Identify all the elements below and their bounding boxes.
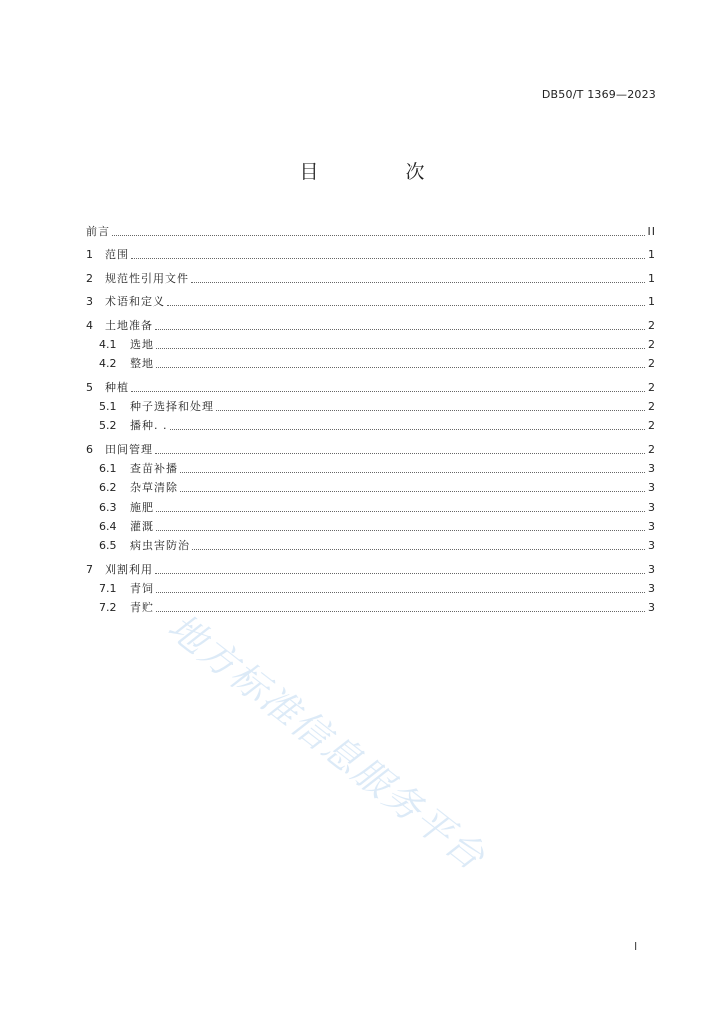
page-title: 目 次: [299, 161, 459, 183]
toc-entry-title: 杂草清除: [130, 481, 178, 495]
toc-entry-page: 3: [648, 519, 656, 533]
toc-entry[interactable]: [86, 596, 656, 615]
toc-entry-title: 病虫害防治: [130, 539, 190, 553]
toc-entry-page: 2: [648, 380, 656, 394]
toc-entry[interactable]: [86, 352, 656, 371]
toc-entry-page: 2: [648, 357, 656, 371]
dot-leader: [180, 471, 645, 473]
dot-leader: [156, 366, 645, 368]
toc-entry-title: 土地准备: [105, 318, 153, 332]
dot-leader: [156, 529, 645, 531]
toc-entry-number: 6.3: [99, 500, 117, 514]
toc-entry-title: 播种. .: [130, 419, 168, 433]
dot-leader: [155, 572, 645, 574]
toc-entry-number: 4: [86, 318, 93, 332]
toc-entry[interactable]: [86, 476, 656, 495]
toc-entry-number: 2: [86, 271, 93, 285]
toc-entry-page: 3: [648, 539, 656, 553]
toc-entry-number: 3: [86, 295, 93, 308]
dot-leader: [131, 390, 645, 392]
toc-entry-title: 查苗补播: [130, 461, 178, 475]
toc-entry[interactable]: [86, 286, 656, 310]
toc-entry-page: 1: [648, 248, 656, 261]
toc-entry-page: II: [647, 224, 656, 238]
toc-entry[interactable]: [86, 371, 656, 395]
toc-entry-page: 1: [648, 295, 656, 308]
toc-entry[interactable]: [86, 215, 656, 239]
toc-entry-page: 3: [648, 581, 656, 595]
toc-entry[interactable]: [86, 495, 656, 514]
standard-code: DB50/T 1369—2023: [541, 88, 656, 101]
dot-leader: [155, 328, 645, 330]
toc-entry-number: 6: [86, 442, 93, 456]
toc-entry[interactable]: [86, 309, 656, 333]
toc-entry[interactable]: [86, 577, 656, 596]
dot-leader: [112, 234, 645, 236]
toc-entry[interactable]: [86, 239, 656, 263]
toc-entry-title: 种植: [105, 380, 129, 394]
toc-entry-number: 4.2: [99, 357, 117, 371]
toc-entry-title: 整地: [130, 357, 154, 371]
toc-entry-title: 田间管理: [105, 442, 153, 456]
toc-entry-title: 青贮: [130, 601, 154, 615]
toc-entry-page: 2: [648, 337, 656, 351]
toc-entry-title: 术语和定义: [105, 295, 165, 308]
toc-entry-page: 2: [648, 318, 656, 332]
toc-entry[interactable]: [86, 457, 656, 476]
toc-entry-title: 灌溉: [130, 519, 154, 533]
table-of-contents: [86, 215, 656, 615]
toc-entry-page: 2: [648, 442, 656, 456]
toc-entry-number: 5.2: [99, 419, 117, 433]
toc-entry-number: 6.2: [99, 481, 117, 495]
toc-entry-page: 2: [648, 399, 656, 413]
toc-entry-number: 7.2: [99, 601, 117, 615]
dot-leader: [156, 610, 645, 612]
toc-entry-number: 5: [86, 380, 93, 394]
toc-entry-page: 2: [648, 419, 656, 433]
dot-leader: [216, 409, 645, 411]
dot-leader: [131, 257, 645, 259]
toc-entry-number: 6.5: [99, 539, 117, 553]
toc-entry-title: 青饲: [130, 581, 154, 595]
toc-entry-page: 3: [648, 500, 656, 514]
toc-entry-page: 3: [648, 562, 656, 576]
toc-entry[interactable]: [86, 534, 656, 553]
watermark: 地方标准信息服务平台: [159, 605, 494, 880]
toc-entry[interactable]: [86, 395, 656, 414]
dot-leader: [170, 428, 646, 430]
toc-entry[interactable]: [86, 515, 656, 534]
toc-entry-number: 6.1: [99, 461, 117, 475]
toc-entry[interactable]: [86, 262, 656, 286]
toc-entry-title: 前言: [86, 224, 110, 238]
dot-leader: [192, 548, 645, 550]
toc-entry-page: 3: [648, 461, 656, 475]
dot-leader: [156, 510, 645, 512]
toc-entry-number: 6.4: [99, 519, 117, 533]
toc-entry[interactable]: [86, 433, 656, 457]
toc-entry-title: 施肥: [130, 500, 154, 514]
toc-entry[interactable]: [86, 333, 656, 352]
toc-entry-page: 1: [648, 271, 656, 285]
toc-entry-title: 选地: [130, 337, 154, 351]
toc-entry-title: 种子选择和处理: [130, 399, 214, 413]
toc-entry[interactable]: [86, 553, 656, 577]
dot-leader: [155, 452, 645, 454]
toc-entry-title: 刈割利用: [105, 562, 153, 576]
toc-entry[interactable]: [86, 414, 656, 433]
dot-leader: [156, 591, 645, 593]
toc-entry-title: 规范性引用文件: [105, 271, 189, 285]
toc-entry-number: 5.1: [99, 399, 117, 413]
dot-leader: [191, 281, 645, 283]
toc-entry-page: 3: [648, 601, 656, 615]
toc-entry-page: 3: [648, 481, 656, 495]
toc-entry-number: 7.1: [99, 581, 117, 595]
toc-entry-title: 范围: [105, 248, 129, 261]
dot-leader: [167, 304, 645, 306]
toc-entry-number: 1: [86, 248, 93, 261]
toc-entry-number: 4.1: [99, 337, 117, 351]
dot-leader: [180, 490, 645, 492]
toc-entry-number: 7: [86, 562, 93, 576]
dot-leader: [156, 347, 645, 349]
page-number: I: [634, 940, 638, 953]
